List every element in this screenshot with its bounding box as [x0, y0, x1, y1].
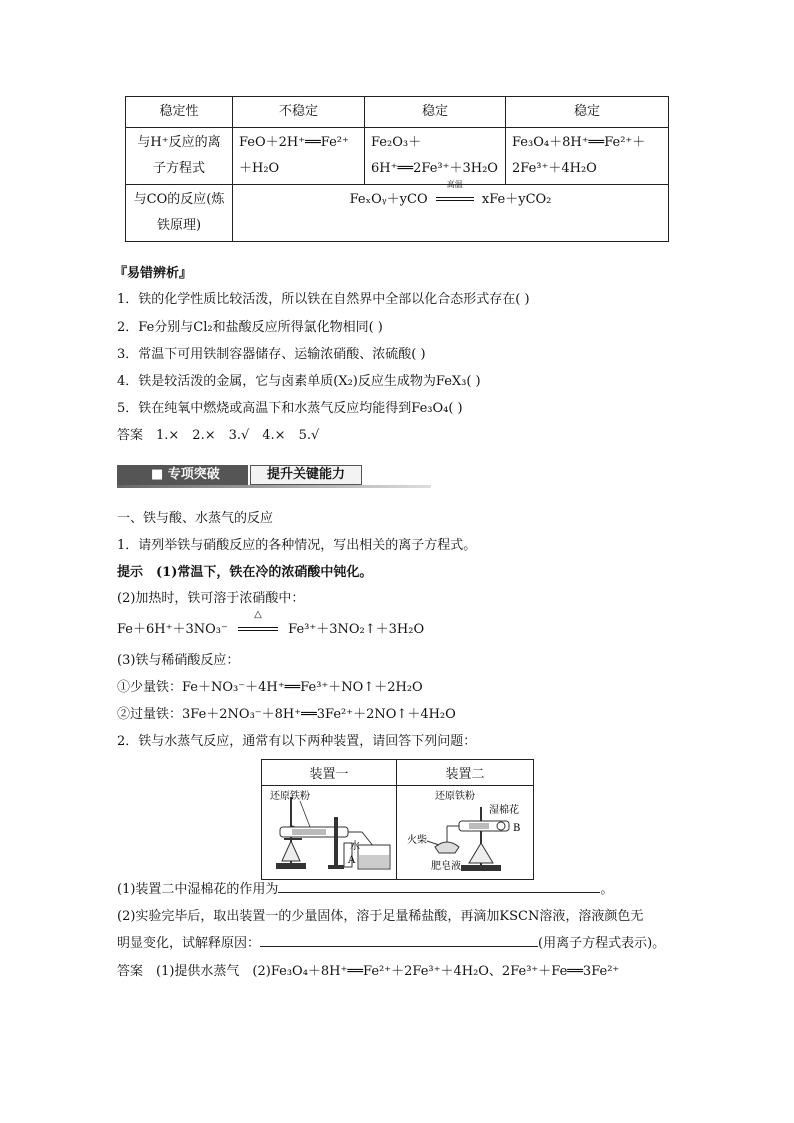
- table-cell: 稳定性: [126, 97, 233, 128]
- apparatus-table: [261, 759, 534, 880]
- table-row: [126, 128, 669, 185]
- question-2-1: (1)装置二中湿棉花的作用为 。: [117, 882, 614, 897]
- table-cell: [233, 179, 669, 242]
- reaction-condition: 高温: [446, 179, 463, 189]
- hint-line: (3)铁与稀硝酸反应：: [117, 653, 240, 668]
- hint-line: ②过量铁：3Fe＋2NO₃⁻＋8H⁺══3Fe²⁺＋2NO↑＋4H₂O: [117, 707, 456, 722]
- question-2: 2．铁与水蒸气反应，通常有以下两种装置，请回答下列问题：: [117, 734, 477, 749]
- table-cell: 不稳定: [233, 97, 365, 128]
- section-banner: [117, 465, 431, 487]
- table-cell: 稳定: [365, 97, 506, 128]
- hint-line: 提示 (1)常温下，铁在冷的浓硝酸中钝化。: [117, 565, 373, 580]
- question-2-2: (2)实验完毕后，取出装置一的少量固体，溶于足量稀盐酸，再滴加KSCN溶液，溶液颜色无: [117, 909, 644, 924]
- table-cell: 装置一: [262, 760, 397, 786]
- answer-line: 答案 (1)提供水蒸气 (2)Fe₃O₄＋8H⁺══Fe²⁺＋2Fe³⁺＋4H₂O、2Fe³⁺＋Fe══3Fe²⁺: [117, 964, 620, 979]
- co-equation-left: FeₓOᵧ＋yCO: [349, 192, 428, 207]
- hint-line: ①少量铁：Fe＋NO₃⁻＋4H⁺══Fe³⁺＋NO↑＋2H₂O: [117, 680, 423, 695]
- diagram-label: 肥皂液: [431, 860, 461, 872]
- reaction-arrow: △: [238, 623, 278, 637]
- table-cell: 与H⁺反应的离子方程式: [126, 128, 233, 185]
- list-item: 1．铁的化学性质比较活泼，所以铁在自然界中全部以化合态形式存在( ): [117, 292, 530, 307]
- heat-equation: Fe＋6H⁺＋3NO₃⁻ △ Fe³⁺＋3NO₂↑＋3H₂O: [117, 608, 425, 637]
- diagram-label: 火柴: [407, 834, 427, 846]
- reaction-arrow: [436, 179, 474, 207]
- diagram-label: B: [513, 822, 521, 834]
- diagram-label: 还原铁粉: [270, 790, 310, 802]
- iron-oxide-table: [125, 96, 669, 242]
- banner-left: ■ 专项突破: [117, 465, 248, 485]
- apparatus-1-cell: [262, 786, 397, 880]
- apparatus-2-cell: [397, 786, 534, 880]
- table-row: [126, 185, 669, 242]
- table-cell: FeO＋2H⁺══Fe²⁺＋H₂O: [233, 128, 365, 185]
- hint-line: (2)加热时，铁可溶于浓硝酸中：: [117, 591, 305, 606]
- table-row: [262, 786, 534, 880]
- question-2-2-cont: 明显变化，试解释原因： (用离子方程式表示)。: [117, 936, 666, 951]
- list-item: 4．铁是较活泼的金属，它与卤素单质(X₂)反应生成物为FeX₃( ): [117, 374, 481, 389]
- co-equation-right: xFe＋yCO₂: [481, 192, 552, 207]
- table-cell: 装置二: [397, 760, 534, 786]
- list-item: 5．铁在纯氧中燃烧或高温下和水蒸气反应均能得到Fe₃O₄( ): [117, 401, 463, 416]
- table-cell: Fe₂O₃＋6H⁺══2Fe³⁺＋3H₂O: [365, 128, 506, 185]
- diagram-label: 水: [350, 840, 360, 852]
- diagram-label: A: [348, 854, 356, 866]
- banner-right: 提升关键能力: [250, 465, 362, 485]
- question-1: 1．请列举铁与硝酸反应的各种情况，写出相关的离子方程式。: [117, 538, 477, 553]
- list-item: 3．常温下可用铁制容器储存、运输浓硝酸、浓硫酸( ): [117, 347, 426, 362]
- table-row: [262, 760, 534, 786]
- table-cell: 稳定: [506, 97, 669, 128]
- apparatus-1-diagram: [262, 787, 396, 879]
- apparatus-2-diagram: [397, 787, 533, 879]
- diagram-label: 湿棉花: [489, 804, 519, 816]
- section-label: 『易错辨析』: [114, 266, 193, 281]
- table-cell: 与CO的反应(炼铁原理): [126, 185, 233, 242]
- table-row: [126, 97, 669, 128]
- subheading: 一、铁与酸、水蒸气的反应: [117, 511, 274, 526]
- answer-line: 答案 1.× 2.× 3.√ 4.× 5.√: [117, 428, 320, 443]
- list-item: 2．Fe分别与Cl₂和盐酸反应所得氯化物相同( ): [117, 320, 383, 335]
- diagram-label: 还原铁粉: [435, 790, 475, 802]
- table-cell: Fe₃O₄＋8H⁺══Fe²⁺＋2Fe³⁺＋4H₂O: [506, 128, 669, 185]
